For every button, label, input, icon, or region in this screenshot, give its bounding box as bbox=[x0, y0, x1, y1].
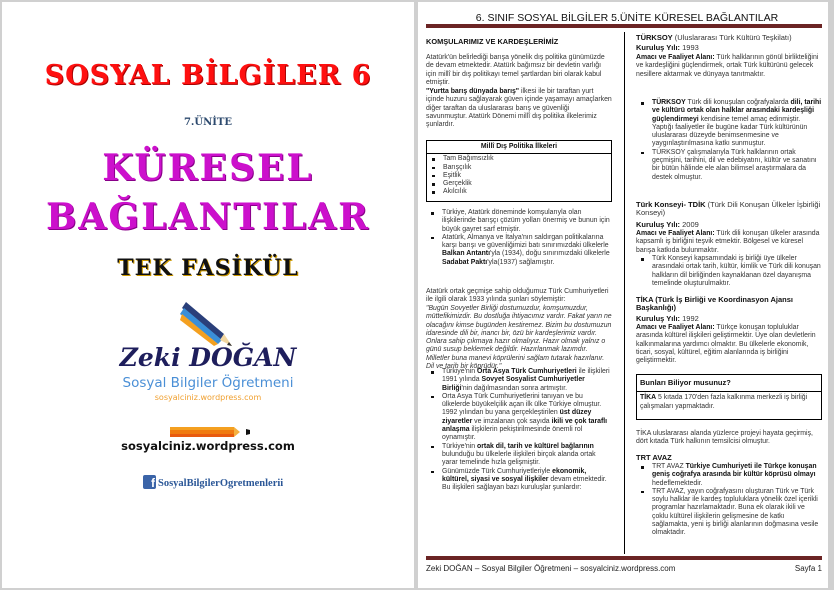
bold-text: "Yurtta barış dünyada barış" bbox=[426, 88, 520, 95]
bold-text: Kuruluş Yılı: bbox=[636, 43, 681, 52]
author-name: Zeki DOĞAN bbox=[119, 343, 297, 372]
paragraph bbox=[636, 430, 822, 447]
bold-text: Kuruluş Yılı: bbox=[636, 220, 681, 229]
text-run: "Bugün Sovyetler Birliği dostumuzdur, komşumuzdur, müttefikimizdir. Bu dostluğa ihtiyacımız vardır. Fakat yarın ne olacağını kimse bugünden kestiremez. Bizim bu dostumuzun idaresinde dili bir, inancı bir, özü bir kardeşlerimiz vardır. Onlara sahip çıkmaya hazır olmalıyız. Hazır olmak yalnız o günü susup beklemek değildir. Hazırlanmak lazımdır. Milletler buna manevi köprülerini sağlam tutarak hazırlanır. Dil ve tarih bir köprüdür." bbox=[426, 305, 612, 371]
bullet-list-items bbox=[636, 463, 822, 538]
text-run: 2009 bbox=[680, 220, 699, 229]
text-run: Türkiye'nin bbox=[442, 442, 478, 450]
list-item bbox=[426, 368, 612, 393]
text-run: 5 kıtada 170'den fazla kalkınma merkezli iş birliği çalışmaları yapmaktadır. bbox=[640, 394, 808, 410]
text-run: TRT AVAZ, yayın coğrafyasını oluşturan Türk ve Türk soylu halklar ile kardeş topluluklara yönelik özel içerikli programlar hazırlamaktadır. Buna ek olarak ikili ve çoklu kültürel ilişkilerin gelişmesine de katkı sağlamakta, yeni iş birliği alanlarının doğmasına vesile olmaktadır. bbox=[652, 487, 819, 537]
list-item: Barışçılık bbox=[427, 164, 611, 172]
text-run: ile ilişkileri 1991 yılında bbox=[442, 368, 610, 384]
box-title: Millî Dış Politika İlkeleri bbox=[427, 141, 611, 154]
text-run: TÜRKSOY çalışmalarıyla Türk halklarının ortak geçmişini, tarihini, dil ve edebiyatını, kültür ve sanatını bir bütün hâlinde ele alan bilimsel araştırmalara da destek olmuştur. bbox=[652, 148, 817, 181]
text-run: (Türk Dili Konuşan Ülkeler İşbirliği Konseyi) bbox=[636, 200, 821, 218]
paragraph bbox=[636, 221, 822, 229]
text-run: Türk Konseyi kapsamındaki iş birliği üye ülkeler arasındaki ortak tarih, kültür, kimlik ve Türk dili konuşan halkların dil birliğinden kaynaklanan özel dayanışma temelinde oluşturulmaktır. bbox=[652, 255, 821, 287]
footer-divider bbox=[426, 556, 822, 560]
list-item bbox=[426, 209, 612, 234]
text-run: TRT AVAZ bbox=[652, 463, 686, 470]
bold-text: dili, tarihi ve kültürü ortak olan halklar arasındaki kardeşliği güçlendirmeyi bbox=[652, 99, 822, 123]
list-item bbox=[426, 393, 612, 443]
list-item: Akılcılık bbox=[427, 188, 611, 196]
paragraph bbox=[426, 54, 612, 87]
bold-text: Balkan Antantı bbox=[442, 250, 490, 258]
text-run: Atatürk, Almanya ve İtalya'nın saldırgan politikalarına karşı barışı ve güvenliğimizi batı sınırımızdaki ülkelerle bbox=[442, 233, 609, 250]
cover-subtitle-line2: BAĞLANTILAR bbox=[45, 196, 371, 238]
bold-text: ortak dil, tarih ve kültürel bağlarının bbox=[477, 442, 594, 450]
bold-text: Türk Konseyi- TDİK bbox=[636, 200, 706, 209]
text-run: 1992 bbox=[680, 314, 699, 323]
paragraph bbox=[636, 54, 822, 79]
paragraph bbox=[636, 34, 822, 42]
author-role: Sosyal Bilgiler Öğretmeni bbox=[122, 375, 294, 391]
bold-text: Kuruluş Yılı: bbox=[636, 314, 681, 323]
text-run: bulunduğu bu ülkelerle ilişkileri birçok alanda ortak yarar temelinde hızla gelişmiştir. bbox=[442, 450, 596, 467]
paragraph bbox=[636, 296, 822, 313]
bullet-list bbox=[636, 255, 822, 288]
text-run: 1993 bbox=[680, 43, 699, 52]
cover-page bbox=[2, 2, 414, 588]
box-title: Bunları Biliyor musunuz? bbox=[637, 375, 821, 392]
list-item bbox=[426, 468, 612, 493]
bold-text: Türkiye Cumhuriyeti ile Türkçe konuşan geniş coğrafya arasında bir kültür köprüsü olmayı bbox=[652, 463, 817, 479]
bold-text: Sadabat Paktı bbox=[442, 258, 488, 266]
facebook-icon: f bbox=[143, 475, 156, 489]
page-number: Sayfa 1 bbox=[794, 564, 822, 573]
text-run: Orta Asya Türk Cumhuriyetlerini tanıyan ve bu ülkelerde büyükelçilik açan ilk ülke Türkiye olmuştur. 1992 yılından bu yana gerçekleştirilen bbox=[442, 392, 602, 417]
list-item: Tam Bağımsızlık bbox=[427, 155, 611, 163]
bold-text: Sovyet Sosyalist Cumhuriyetler Birliği bbox=[442, 376, 585, 392]
text-run: 'yla(1937) sağlamıştır. bbox=[487, 258, 555, 266]
paragraph bbox=[426, 88, 612, 129]
text-run: (Uluslararası Türk Kültürü Teşkilatı) bbox=[672, 33, 792, 42]
bullet-list-items bbox=[636, 255, 822, 288]
bold-text: TÜRKSOY bbox=[652, 99, 686, 106]
box-body bbox=[637, 392, 821, 413]
list-item bbox=[636, 99, 822, 149]
paragraph bbox=[426, 288, 612, 305]
text-run: Günümüzde Türk Cumhuriyetleriyle bbox=[442, 467, 553, 475]
bold-text: TÜRKSOY bbox=[636, 33, 673, 42]
list-item: Eşitlik bbox=[427, 172, 611, 180]
paragraph bbox=[636, 44, 822, 52]
text-run: Türkiye, Atatürk döneminde komşularıyla olan ilişkilerinde barışçı çözüm yolları önermiş ve bunun için büyük gayret sarf etmiştir. bbox=[442, 209, 610, 233]
paragraph bbox=[636, 324, 822, 365]
pencil-bar-icon bbox=[170, 426, 250, 438]
page-footer-text: Zeki DOĞAN – Sosyal Bilgiler Öğretmeni – sosyalciniz.wordpress.com bbox=[426, 564, 676, 573]
list-item bbox=[636, 488, 822, 538]
principles-list bbox=[427, 154, 611, 196]
section-heading bbox=[426, 38, 612, 46]
content-page bbox=[418, 2, 828, 588]
paragraph bbox=[636, 315, 822, 323]
text-run: ilkesi ile bir taraftan yurt içinde huzuru sağlayarak güven içinde yaşamayı amaçlarken diğer taraftan da uluslararası barış ve güvenliği savunmuştur. Atatürk Dönemi millî dış politika ilkelerimiz şunlardır. bbox=[426, 88, 612, 129]
text-run: Atatürk ortak geçmişe sahip olduğumuz Türk Cumhuriyetleri ile ilgili olarak 1933 yılında şunları söylemiştir: bbox=[426, 288, 609, 304]
bullet-list-items bbox=[636, 99, 822, 182]
text-run: 'yla (1934), doğu sınırımızdaki ülkelerle bbox=[490, 250, 610, 258]
text-run: Türk dili konuşan ülkeler arasında kapsamlı iş birliğini teşvik etmektir. Bölgesel ve küresel barışa katkıda bulunmaktır. bbox=[636, 230, 820, 254]
bullet-list bbox=[426, 209, 612, 267]
bold-text: Amacı ve Faaliyet Alanı: bbox=[636, 54, 715, 61]
list-item bbox=[426, 234, 612, 267]
bullet-list bbox=[636, 463, 822, 538]
bold-text: Amacı ve Faaliyet Alanı: bbox=[636, 324, 715, 331]
website-link[interactable]: sosyalciniz.wordpress.com bbox=[121, 439, 295, 453]
text-run: 'nin dağılmasından sonra artmıştır. bbox=[461, 384, 568, 392]
text-run: devam etmektedir. Bu ilişkileri sağlayan bazı kuruluşlar şunlardır: bbox=[442, 475, 607, 492]
column-divider bbox=[624, 32, 625, 554]
header-divider bbox=[426, 24, 822, 28]
text-run: ilişkilerin pekiştirilmesinde önemli rol oynamıştır. bbox=[442, 426, 583, 442]
text-run: Atatürk'ün belirlediği barışa yönelik dış politika günümüzde de devam etmektedir. Atatürk bağımsız bir devletin varlığı için millî bir dış politikayı temel şartlardan biri olarak kabul etmiştir. bbox=[426, 54, 605, 86]
paragraph bbox=[426, 305, 612, 371]
text-run: Türk halklarının gönül birlikteliğini ve kardeşliğini güçlendirmek, ortak Türk kültürünü gelecek nesillere aktarmak ve dünyaya tanıtmaktır. bbox=[636, 54, 819, 78]
bullet-list-items bbox=[426, 368, 612, 492]
bold-text: KOMŞULARIMIZ VE KARDEŞLERİMİZ bbox=[426, 37, 559, 46]
text-run: TİKA uluslararası alanda yüzlerce projeyi hayata geçirmiş, dört kıtada Türk halkının temsilcisi olmuştur. bbox=[636, 430, 813, 446]
list-item bbox=[636, 255, 822, 288]
bold-text: üst düzey ziyaretler bbox=[442, 409, 592, 425]
list-item bbox=[636, 149, 822, 182]
bold-text: TİKA bbox=[640, 394, 657, 402]
page-header-title: 6. SINIF SOSYAL BİLGİLER 5.ÜNİTE KÜRESEL BAĞLANTILAR bbox=[475, 12, 779, 24]
bold-text: TİKA (Türk İş Birliği ve Koordinasyon Ajansı Başkanlığı) bbox=[636, 295, 793, 313]
bold-text: TRT AVAZ bbox=[636, 453, 672, 462]
list-item: Gerçeklik bbox=[427, 180, 611, 188]
bullet-list bbox=[636, 99, 822, 182]
paragraph bbox=[636, 230, 822, 255]
list-item bbox=[426, 443, 612, 468]
bold-text: Amacı ve Faaliyet Alanı: bbox=[636, 230, 715, 237]
text-run: Türkçe konuşan topluluklar arasında kültürel ilişkileri geliştirmektir. Üye olan devletlerin kalkınmalarına yardımcı olmaktır. Bu ülkelerle ekonomik, ticari, sosyal, kültürel, eğitim alanlarında iş birliğini geliştirmektir. bbox=[636, 324, 816, 365]
bold-text: ekonomik, kültürel, siyasi ve sosyal ilişkiler bbox=[442, 467, 587, 483]
bullet-list bbox=[426, 368, 612, 492]
paragraph bbox=[636, 201, 822, 218]
pencil-logo-icon bbox=[180, 300, 236, 348]
cover-subtitle-line1: KÜRESEL bbox=[102, 147, 314, 189]
text-run: ve imzalanan çok sayıda bbox=[472, 417, 552, 425]
cover-unit: 7.ÜNİTE bbox=[183, 117, 233, 128]
bullet-list-items bbox=[426, 209, 612, 267]
logo-website: sosyalciniz.wordpress.com bbox=[154, 393, 262, 402]
text-run: kendisine temel amaç edinmiştir. Yaptığı faaliyetler ile bugüne kadar Türk kültürünün uluslararası düzeyde benimsenmesine ve yaygınlaştırılmasına katkı sunmuştur. bbox=[652, 115, 808, 148]
text-run: Türkiye'nin bbox=[442, 368, 478, 375]
text-run: Türk dili konuşulan coğrafyalarda bbox=[685, 99, 791, 106]
bold-text: ikili ve çok taraflı anlaşma bbox=[442, 417, 608, 434]
paragraph bbox=[636, 454, 822, 462]
cover-edition: TEK FASİKÜL bbox=[117, 255, 299, 281]
bold-text: Orta Asya Türk Cumhuriyetleri bbox=[477, 368, 577, 375]
principles-box bbox=[426, 140, 612, 202]
list-item bbox=[636, 463, 822, 488]
did-you-know-box bbox=[636, 374, 822, 420]
text-run: hedeflemektedir. bbox=[652, 479, 703, 487]
facebook-page-link[interactable]: SosyalBilgilerOgretmenlerii bbox=[158, 478, 284, 489]
cover-title: SOSYAL BİLGİLER 6 bbox=[44, 60, 372, 91]
